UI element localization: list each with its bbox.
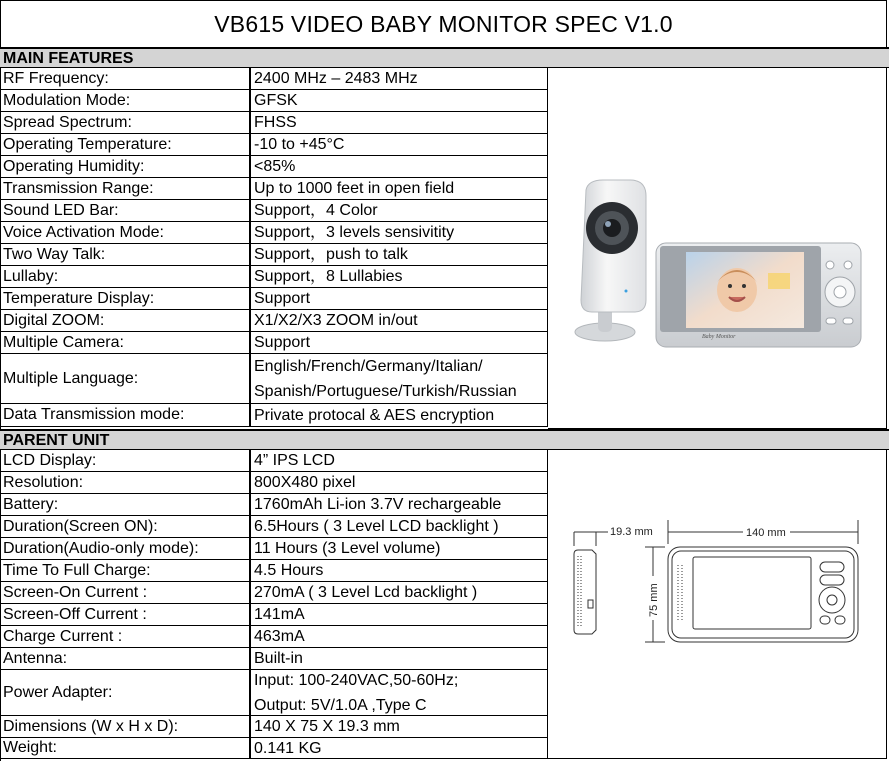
spec-row — [0, 494, 548, 516]
spec-value — [251, 472, 548, 493]
spec-row — [0, 450, 548, 472]
spec-row — [0, 404, 548, 427]
spec-label: Lullaby: — [0, 266, 251, 287]
spec-label: Multiple Language: — [0, 354, 251, 403]
spec-label: Modulation Mode: — [0, 90, 251, 111]
spec-value-line: 4.5 Hours — [254, 562, 324, 579]
spec-label: Temperature Display: — [0, 288, 251, 309]
spec-value-line: <85% — [254, 158, 296, 175]
spec-value — [251, 450, 548, 471]
spec-value-line: 463mA — [254, 628, 305, 645]
spec-label: Time To Full Charge: — [0, 560, 251, 581]
spec-row — [0, 90, 548, 112]
spec-label: Voice Activation Mode: — [0, 222, 251, 243]
spec-row — [0, 134, 548, 156]
spec-value-line: Up to 1000 feet in open field — [254, 180, 455, 197]
spec-label: Screen-On Current : — [0, 582, 251, 603]
spec-value-line: 800X480 pixel — [254, 474, 356, 491]
spec-value-line: Input: 100-240VAC,50-60Hz; — [254, 671, 459, 689]
spec-label: Two Way Talk: — [0, 244, 251, 265]
spec-label: Operating Temperature: — [0, 134, 251, 155]
spec-row — [0, 266, 548, 288]
spec-value-line: Support，4 Color — [254, 202, 378, 219]
spec-label: Battery: — [0, 494, 251, 515]
spec-value — [251, 90, 548, 111]
width-label: 140 mm — [746, 527, 786, 539]
spec-value-line: Support — [254, 334, 311, 351]
spec-row — [0, 288, 548, 310]
spec-value-line: GFSK — [254, 92, 298, 109]
spec-value-line: 6.5Hours ( 3 Level LCD backlight ) — [254, 518, 499, 535]
product-photo — [548, 68, 885, 428]
spec-value-line: 11 Hours (3 Level volume) — [254, 540, 441, 557]
spec-row — [0, 354, 548, 404]
spec-label: Duration(Screen ON): — [0, 516, 251, 537]
spec-value — [251, 244, 548, 265]
spec-label: Weight: — [0, 738, 251, 758]
spec-value — [251, 354, 548, 403]
spec-value-line: Spanish/Portuguese/Turkish/Russian — [254, 382, 517, 400]
spec-value — [251, 648, 548, 669]
section-parent-unit-heading: PARENT UNIT — [0, 429, 889, 450]
spec-value-line: Output: 5V/1.0A ,Type C — [254, 696, 427, 714]
spec-label: Spread Spectrum: — [0, 112, 251, 133]
spec-value-line: 141mA — [254, 606, 305, 623]
side-view-drawing — [574, 550, 596, 634]
spec-row — [0, 516, 548, 538]
spec-label: Dimensions (W x H x D): — [0, 716, 251, 737]
parent-unit-drawing — [656, 243, 861, 347]
spec-row — [0, 200, 548, 222]
spec-row — [0, 310, 548, 332]
spec-value-line: Support，3 levels sensivitity — [254, 224, 455, 241]
spec-value — [251, 200, 548, 221]
spec-value-line: English/French/Germany/Italian/ — [254, 357, 483, 375]
spec-label: Charge Current : — [0, 626, 251, 647]
spec-row — [0, 332, 548, 354]
spec-value-line: Support，push to talk — [254, 246, 408, 263]
spec-row — [0, 738, 548, 759]
spec-value-line: 140 X 75 X 19.3 mm — [254, 718, 400, 735]
spec-label: Duration(Audio-only mode): — [0, 538, 251, 559]
height-label: 75 mm — [648, 583, 660, 617]
spec-value — [251, 222, 548, 243]
spec-value-line: FHSS — [254, 114, 297, 131]
spec-value — [251, 156, 548, 177]
spec-value-line: 4” IPS LCD — [254, 452, 335, 469]
spec-row — [0, 582, 548, 604]
spec-value-line: 0.141 KG — [254, 739, 322, 757]
spec-value — [251, 494, 548, 515]
spec-label: Data Transmission mode: — [0, 404, 251, 426]
spec-value — [251, 604, 548, 625]
spec-value — [251, 626, 548, 647]
spec-row — [0, 156, 548, 178]
depth-label: 19.3 mm — [610, 526, 653, 538]
spec-row — [0, 670, 548, 716]
spec-value — [251, 670, 548, 715]
spec-row — [0, 560, 548, 582]
spec-row — [0, 538, 548, 560]
spec-label: Antenna: — [0, 648, 251, 669]
spec-label: Multiple Camera: — [0, 332, 251, 353]
spec-label: LCD Display: — [0, 450, 251, 471]
spec-value — [251, 582, 548, 603]
spec-row — [0, 222, 548, 244]
spec-value-line: Support — [254, 290, 311, 307]
spec-value — [251, 716, 548, 737]
svg-text:Baby Monitor: Baby Monitor — [702, 334, 736, 340]
spec-label: Screen-Off Current : — [0, 604, 251, 625]
product-photo-box — [548, 68, 887, 429]
spec-value — [251, 266, 548, 287]
spec-value — [251, 68, 548, 89]
dimension-drawing-box — [548, 450, 887, 759]
spec-value-line: -10 to +45°C — [254, 136, 345, 153]
front-view-drawing — [668, 547, 858, 642]
spec-label: RF Frequency: — [0, 68, 251, 89]
dimension-drawing — [548, 450, 885, 758]
spec-value-line: 1760mAh Li-ion 3.7V rechargeable — [254, 496, 502, 513]
spec-label: Sound LED Bar: — [0, 200, 251, 221]
spec-value — [251, 134, 548, 155]
spec-value-line: 2400 MHz – 2483 MHz — [254, 70, 418, 87]
spec-label: Power Adapter: — [0, 670, 251, 715]
spec-value — [251, 404, 548, 426]
spec-row — [0, 244, 548, 266]
spec-value — [251, 310, 548, 331]
spec-value — [251, 538, 548, 559]
spec-label: Transmission Range: — [0, 178, 251, 199]
spec-value-line: Support，8 Lullabies — [254, 268, 403, 285]
spec-row — [0, 472, 548, 494]
spec-label: Digital ZOOM: — [0, 310, 251, 331]
section-main-features-heading: MAIN FEATURES — [0, 47, 889, 68]
spec-value — [251, 112, 548, 133]
spec-value-line: Built-in — [254, 650, 303, 667]
spec-value-line: X1/X2/X3 ZOOM in/out — [254, 312, 418, 329]
page-title: VB615 VIDEO BABY MONITOR SPEC V1.0 — [0, 0, 887, 47]
spec-value — [251, 288, 548, 309]
spec-row — [0, 626, 548, 648]
spec-value — [251, 560, 548, 581]
spec-value — [251, 178, 548, 199]
spec-row — [0, 68, 548, 90]
spec-value-line: 270mA ( 3 Level Lcd backlight ) — [254, 584, 478, 601]
spec-row — [0, 604, 548, 626]
spec-label: Resolution: — [0, 472, 251, 493]
spec-value — [251, 516, 548, 537]
spec-value-line: Private protocal & AES encryption — [254, 406, 495, 424]
spec-label: Operating Humidity: — [0, 156, 251, 177]
spec-value — [251, 332, 548, 353]
spec-value — [251, 738, 548, 758]
spec-row — [0, 112, 548, 134]
camera-unit-drawing — [575, 180, 646, 341]
spec-row — [0, 178, 548, 200]
